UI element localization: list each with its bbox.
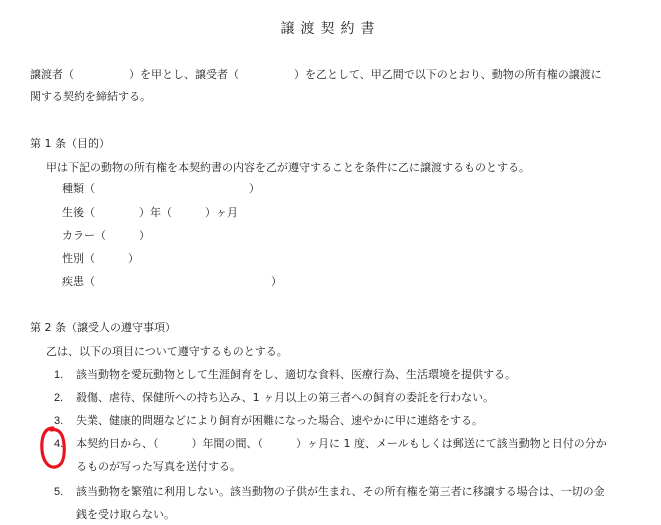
document-title: 譲渡契約書 [280, 21, 381, 37]
intro-line-2: 関する契約を締結する。 [30, 90, 151, 103]
article-2-intro: 乙は、以下の項目について遵守するものとする。 [46, 345, 288, 358]
field-sex: 性別（ ） [62, 252, 139, 265]
field-species: 種類（ ） [62, 182, 260, 195]
article-2-heading: 第 2 条（譲受人の遵守事項） [30, 321, 176, 334]
item-text-continued: るものが写った写真を送付する。 [76, 460, 241, 473]
item-number: 4. [54, 438, 64, 450]
intro-line-1: 譲渡者（ ）を甲とし、譲受者（ ）を乙として、甲乙間で以下のとおり、動物の所有権の譲渡に [30, 68, 602, 81]
item-text: 本契約日から、（ ）年間の間、（ ）ヶ月に 1 度、メールもしくは郵送にて該当動物と日付の分か [76, 437, 607, 450]
item-text: 殺傷、虐待、保健所への持ち込み、1 ヶ月以上の第三者への飼育の委託を行わない。 [76, 391, 495, 404]
field-disease: 疾患（ ） [62, 275, 282, 288]
article-1-body: 甲は下記の動物の所有権を本契約書の内容を乙が遵守することを条件に乙に譲渡するものとする。 [46, 161, 530, 174]
item-text: 失業、健康的問題などにより飼育が困難になった場合、速やかに甲に連絡をする。 [76, 414, 483, 427]
red-circle-annotation-icon [39, 426, 67, 470]
item-number: 5. [54, 486, 64, 498]
item-text: 該当動物を繁殖に利用しない。該当動物の子供が生まれ、その所有権を第三者に移譲する場合は、一切の金 [76, 485, 605, 498]
field-color: カラー（ ） [62, 229, 150, 242]
item-number: 3. [54, 415, 64, 427]
item-number: 1. [54, 369, 64, 381]
field-age: 生後（ ）年（ ）ヶ月 [62, 206, 238, 219]
item-text: 該当動物を愛玩動物として生涯飼育をし、適切な食料、医療行為、生活環境を提供する。 [76, 368, 516, 381]
item-number: 2. [54, 392, 64, 404]
article-1-heading: 第 1 条（目的） [30, 137, 110, 150]
item-text-continued: 銭を受け取らない。 [76, 508, 175, 521]
